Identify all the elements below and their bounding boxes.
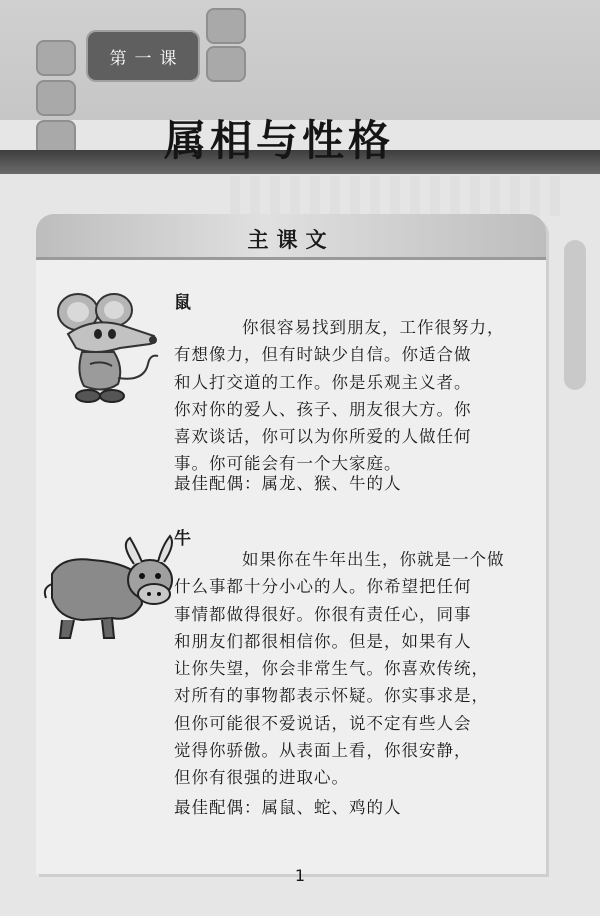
text-line: 事。你可能会有一个大家庭。 (174, 454, 402, 474)
text-line: 有想像力，但有时缺少自信。你适合做 (174, 345, 472, 365)
rat-illustration-icon (54, 290, 164, 410)
decor-square (206, 46, 246, 82)
best-match-ox: 最佳配偶：属鼠、蛇、鸡的人 (174, 798, 402, 817)
text-line: 喜欢谈话，你可以为你所爱的人做任何 (174, 427, 472, 447)
decor-square (36, 40, 76, 76)
text-line: 但你可能很不爱说话，说不定有些人会 (174, 713, 472, 733)
text-line: 你很容易找到朋友，工作很努力， (242, 318, 505, 337)
text-line: 和人打交道的工作。你是乐观主义者。 (174, 372, 472, 392)
text-line: 如果你在牛年出生，你就是一个做 (242, 550, 505, 569)
lesson-label: 第一课 (86, 30, 200, 82)
page-number: 1 (294, 866, 306, 885)
section-heading-ox: 牛 (174, 529, 191, 549)
text-line: 和朋友们都很相信你。但是，如果有人 (174, 631, 472, 651)
section-heading-rat: 鼠 (174, 293, 191, 313)
ox-illustration-icon (42, 534, 182, 644)
decor-square (36, 80, 76, 116)
text-line: 对所有的事物都表示怀疑。你实事求是， (174, 686, 489, 706)
page-title: 属相与性格 (164, 116, 395, 165)
text-line: 事情都做得很好。你很有责任心，同事 (174, 604, 472, 624)
text-line: 你对你的爱人、孩子、朋友很大方。你 (174, 399, 472, 419)
bleed-through-texture (230, 176, 560, 216)
side-tab (564, 240, 586, 390)
decor-square (206, 8, 246, 44)
panel-header (36, 214, 546, 260)
best-match-rat: 最佳配偶：属龙、猴、牛的人 (174, 474, 402, 493)
text-line: 但你有很强的进取心。 (174, 768, 349, 788)
text-line: 让你失望，你会非常生气。你喜欢传统， (174, 659, 489, 679)
text-line: 觉得你骄傲。从表面上看，你很安静， (174, 741, 472, 761)
section-body-rat (174, 314, 556, 478)
section-body-ox (174, 546, 556, 792)
panel-title: 主课文 (247, 228, 335, 252)
text-line: 什么事都十分小心的人。你希望把任何 (174, 577, 472, 597)
